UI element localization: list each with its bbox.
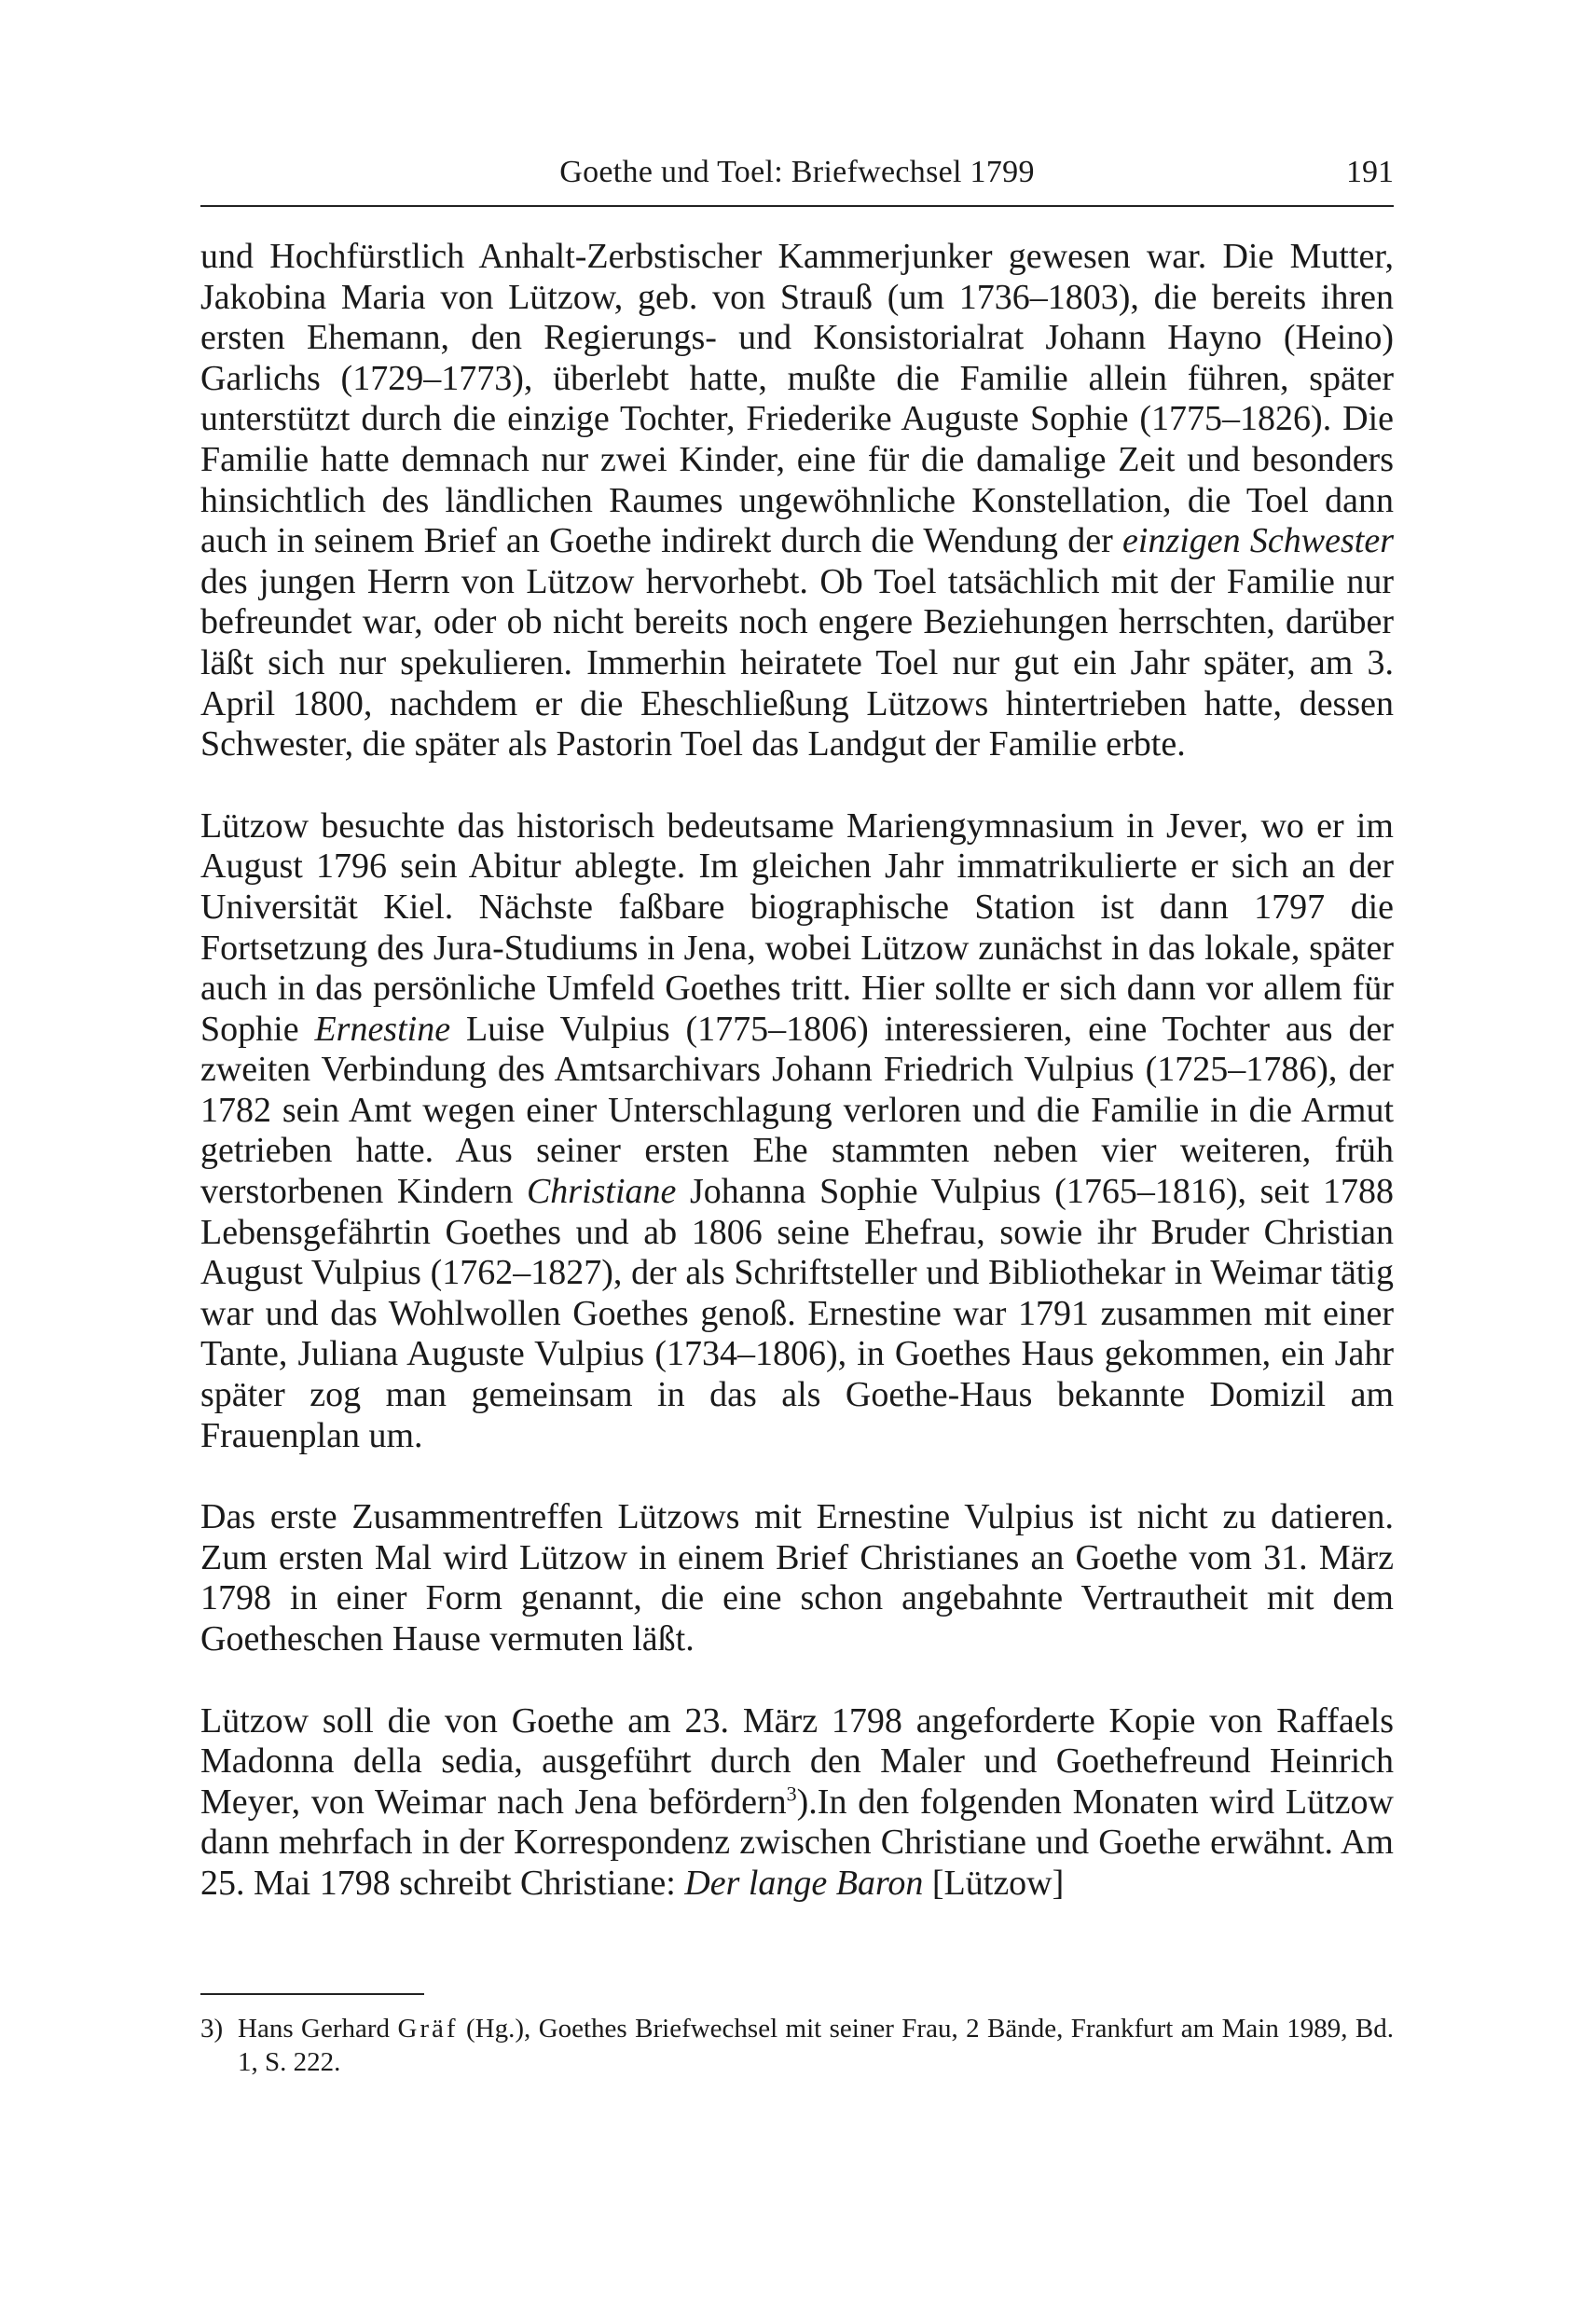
italic-name: Ernestine (314, 1009, 451, 1049)
page-number: 191 (1346, 155, 1394, 189)
footnote-marker: 3) (200, 2014, 224, 2044)
italic-quote: Der lange Baron (684, 1863, 924, 1903)
running-head (200, 151, 1394, 194)
paragraph-3 (200, 1497, 1394, 1659)
paragraph-text: Das erste Zusammentreffen Lützows mit Ernestine Vulpius ist nicht zu datieren. Zum ersten Mal wird Lützow in einem Brief Christianes an Goethe vom 31. März 1798 in einer Form genannt, die eine schon angebahnte Vertrautheit mit dem Goetheschen Hause vermuten läßt. (200, 1497, 1394, 1658)
paragraph-text: des jungen Herrn von Lützow hervorhebt. Ob Toel tatsächlich mit der Familie nur befreundet war, oder ob nicht bereits noch engere Beziehungen herrschten, darüber läßt sich nur spekulieren. Immerhin heiratete Toel nur gut ein Jahr später, am 3. April 1800, nachdem er die Eheschließung Lützows hintertrieben hatte, dessen Schwester, die später als Pastorin Toel das Landgut der Familie erbte. (200, 561, 1394, 764)
italic-phrase: einzigen Schwester (1122, 521, 1394, 561)
footnote-text: (Hg.), Goethes Briefwechsel mit seiner Frau, 2 Bände, Frankfurt am Main 1989, Bd. 1, S. 222. (238, 2014, 1394, 2077)
italic-name: Christiane (526, 1172, 677, 1212)
body-text (200, 237, 1394, 1946)
paragraph-text: und Hochfürstlich Anhalt-Zerbstischer Kammerjunker gewesen war. Die Mutter, Jakobina Maria von Lützow, geb. von Strauß (um 1736–1803), die bereits ihren ersten Ehemann, den Regierungs- und Konsistorialrat Johann Hayno (Heino) Garlichs (1729–1773), überlebt hatte, mußte die Familie allein führen, später unterstützt durch die einzige Tochter, Friederike Auguste Sophie (1775–1826). Die Familie hatte demnach nur zwei Kinder, eine für die damalige Zeit und besonders hinsichtlich des ländlichen Raumes ungewöhnliche Konstellation, die Toel dann auch in seinem Brief an Goethe indirekt durch die Wendung der (200, 237, 1394, 561)
paragraph-text: Lützow besuchte das historisch bedeutsame Mariengymnasium in Jever, wo er im August 1796 sein Abitur ablegte. Im gleichen Jahr immatrikulierte er sich an der Universität Kiel. Nächste faßbare biographische Station ist dann 1797 die Fortsetzung des Jura-Studiums in Jena, wobei Lützow zunächst in das lokale, später auch in das persönliche Umfeld Goethes tritt. Hier sollte er sich dann vor allem für Sophie (200, 805, 1394, 1049)
footnote (200, 2012, 1394, 2079)
paragraph-text: ).In den folgenden Monaten wird Lützow dann mehrfach in der Korrespondenz zwischen Christiane und Goethe erwähnt. Am 25. Mai 1798 schreibt Christiane: (200, 1782, 1394, 1903)
paragraph-4 (200, 1701, 1394, 1905)
paragraph-text: Lützow soll die von Goethe am 23. März 1798 angeforderte Kopie von Raffaels Madonna della sedia, ausgeführt durch den Maler und Goethefreund Heinrich Meyer, von Weimar nach Jena befördern (200, 1700, 1394, 1822)
footnote-rule (200, 1993, 424, 1995)
paragraph-text: Luise Vulpius (1775–1806) interessieren, eine Tochter aus der zweiten Verbindung des Amtsarchivars Johann Friedrich Vulpius (1725–1786), der 1782 sein Amt wegen einer Unterschlagung verloren und die Familie in die Armut getrieben hatte. Aus seiner ersten Ehe stammten neben vier weiteren, früh verstorbenen Kindern (200, 1009, 1394, 1212)
footnote-text: Hans Gerhard (238, 2014, 398, 2044)
header-rule (200, 205, 1394, 207)
footnote-author-name: Gräf (397, 2014, 459, 2044)
footnote-reference[interactable]: 3 (786, 1782, 797, 1806)
paragraph-text: [Lützow] (923, 1863, 1065, 1903)
paragraph-2 (200, 806, 1394, 1457)
paragraph-1 (200, 237, 1394, 765)
running-title: Goethe und Toel: Briefwechsel 1799 (559, 155, 1035, 189)
paragraph-text: Johanna Sophie Vulpius (1765–1816), seit 1788 Lebensgefährtin Goethes und ab 1806 seine Ehefrau, sowie ihr Bruder Christian August Vulpius (1762–1827), der als Schriftsteller und Bibliothekar in Weimar tätig war und das Wohlwollen Goethes genoß. Ernestine war 1791 zusammen mit einer Tante, Juliana Auguste Vulpius (1734–1806), in Goethes Haus gekommen, ein Jahr später zog man gemeinsam in das als Goethe-Haus bekannte Domizil am Frauenplan um. (200, 1172, 1394, 1455)
